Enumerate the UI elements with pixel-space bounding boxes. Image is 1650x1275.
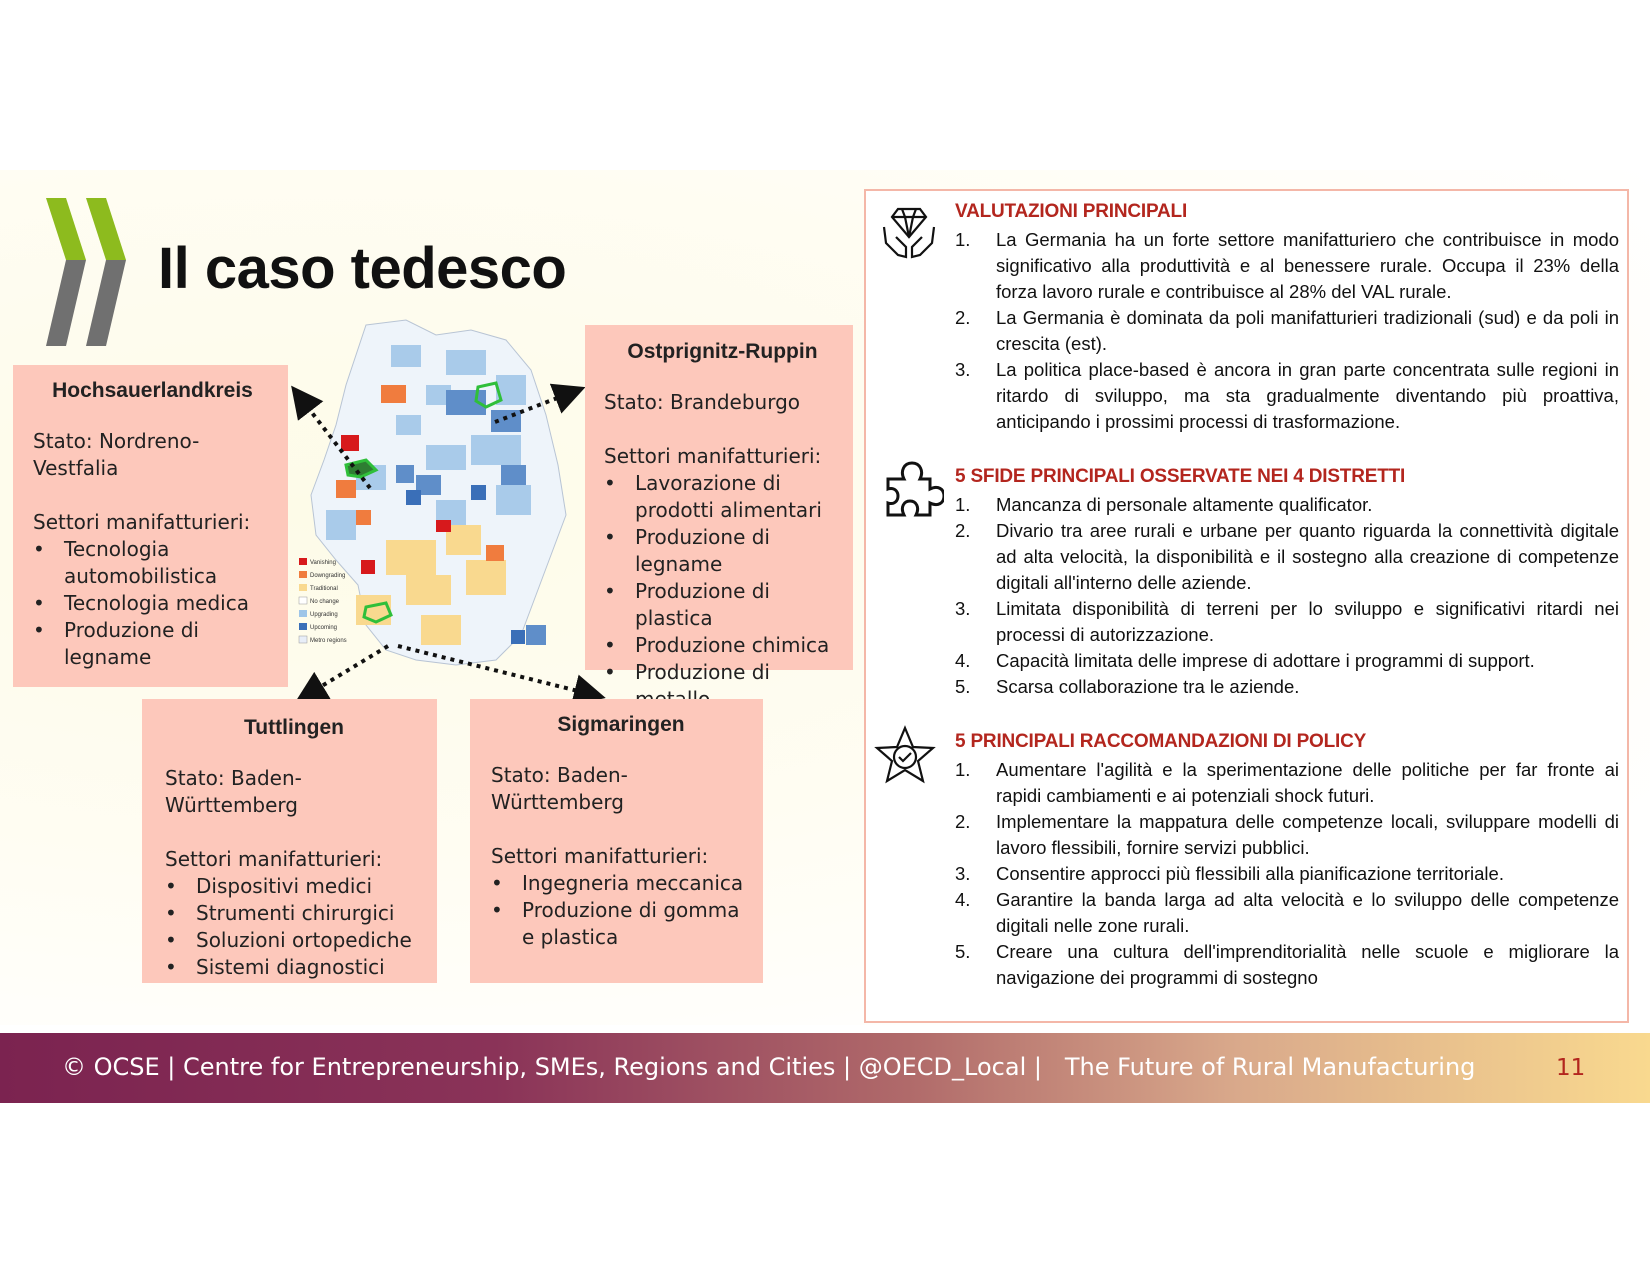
section-list [955, 757, 1619, 991]
diamond-hands-icon [878, 201, 940, 263]
district-box-hochsauerlandkreis [13, 365, 288, 687]
map-legend [299, 558, 347, 644]
district-name: Hochsauerlandkreis [52, 379, 253, 402]
sector-item: • Produzione di [604, 659, 841, 713]
district-name: Ostprignitz-Ruppin [627, 340, 818, 363]
sectors-list [33, 536, 272, 671]
sector-item: • Lavorazione di prodotti alimentari [604, 470, 841, 524]
sectors-list [165, 873, 423, 981]
sector-item: • Sistemi diagnostici [165, 954, 423, 981]
district-state: Stato: Brandeburgo [604, 390, 801, 414]
footer-text: © OCSE | Centre for Entrepreneurship, SMEs, Regions and Cities | @OECD_Local | The Future of Rural Manufacturing [62, 1053, 1476, 1081]
district-state: Stato: Baden-Württemberg [165, 766, 302, 817]
sectors-label: Settori manifatturieri: [604, 444, 822, 468]
sector-item: • Produzione di gomma e plastica [491, 897, 751, 951]
sector-item: • Dispositivi medici [165, 873, 423, 900]
sector-item: • Tecnologia automobilistica [33, 536, 272, 590]
page-number: 11 [1556, 1055, 1586, 1081]
section-title: 5 SFIDE PRINCIPALI OSSERVATE NEI 4 DISTRETTI [955, 466, 1406, 487]
sector-item: • Produzione di plastica [604, 578, 841, 632]
sectors-label: Settori manifatturieri: [165, 847, 383, 871]
sectors-list [604, 470, 841, 713]
list-item: 1. Mancanza di personale altamente qualificator. [955, 494, 1373, 515]
sectors-label: Settori manifatturieri: [33, 510, 251, 534]
legend-label: Metro regions [310, 638, 347, 644]
sector-item: • Produzione chimica [604, 632, 841, 659]
list-item: 2. Implementare la mappatura delle competenze locali, sviluppare modelli di lavoro flessibili, fornire servizi pubblici. [955, 811, 1619, 858]
district-box-sigmaringen [470, 699, 763, 983]
list-item: 1. La Germania ha un forte settore manifatturiero che contribuisce in modo significativo alla produttività e al benessere rurale. Occupa il 23% della forza lavoro rurale e contribuisce al 28% del VAL rurale. [955, 229, 1619, 302]
section-title: VALUTAZIONI PRINCIPALI [955, 201, 1188, 222]
star-badge-icon [874, 725, 936, 787]
legend-label: Upgrading [310, 612, 338, 618]
page-title: Il caso tedesco [158, 236, 567, 301]
sector-item: • Strumenti chirurgici [165, 900, 423, 927]
oecd-logo [40, 198, 130, 358]
district-box-ostprignitz-ruppin [585, 325, 853, 684]
sector-item: • Ingegneria meccanica [491, 870, 751, 897]
legend-label: Downgrading [310, 573, 346, 579]
list-item: 5. Creare una cultura dell'imprenditorialità nelle scuole e migliorare la navigazione dei programmi di sostegno [955, 941, 1619, 988]
sector-item: • Tecnologia medica [33, 590, 272, 617]
list-item: 4. Capacità limitata delle imprese di adottare i programmi di support. [955, 650, 1535, 671]
list-item: 2. Divario tra aree rurali e urbane per quanto riguarda la connettività digitale ad alta velocità, la disponibilità e il sostegno alla creazione di competenze digitali all'interno delle aziende. [955, 520, 1619, 593]
section-list [955, 227, 1619, 435]
list-item: 2. La Germania è dominata da poli manifatturieri tradizionali (sud) e da poli in crescita (est). [955, 307, 1619, 354]
sector-item: • Soluzioni ortopediche [165, 927, 423, 954]
list-item: 3. La politica place-based è ancora in gran parte concentrata sulle regioni in ritardo di sviluppo, ma sta gradualmente diventando più proattiva, anticipando i prossimi processi di trasformazione. [955, 359, 1619, 432]
district-state: Stato: Nordreno-Vestfalia [33, 429, 200, 480]
puzzle-icon [882, 459, 944, 521]
legend-label: Upcoming [310, 625, 338, 631]
sector-item: • Produzione di legname [33, 617, 272, 671]
sectors-list [491, 870, 751, 951]
list-item: 3. Limitata disponibilità di terreni per lo sviluppo e significativi ritardi nei processi di autorizzazione. [955, 598, 1619, 645]
germany-map [296, 315, 586, 675]
findings-panel [864, 189, 1629, 1023]
legend-label: Vanishing [310, 560, 336, 566]
list-item: 4. Garantire la banda larga ad alta velocità e lo sviluppo delle competenze digitali nelle zone rurali. [955, 889, 1619, 936]
sector-item: • Produzione di legname [604, 524, 841, 578]
section-list [955, 492, 1619, 700]
list-item: 1. Aumentare l'agilità e la sperimentazione delle politiche per far fronte ai rapidi cambiamenti e ai potenziali shock futuri. [955, 759, 1619, 806]
district-box-tuttlingen [142, 699, 437, 983]
section-title: 5 PRINCIPALI RACCOMANDAZIONI DI POLICY [955, 731, 1367, 752]
district-name: Tuttlingen [244, 716, 344, 739]
legend-label: No change [310, 599, 340, 605]
footer-bar [0, 1033, 1650, 1103]
sectors-label: Settori manifatturieri: [491, 844, 709, 868]
list-item: 5. Scarsa collaborazione tra le aziende. [955, 676, 1300, 697]
legend-label: Traditional [310, 586, 338, 592]
list-item: 3. Consentire approcci più flessibili alla pianificazione territoriale. [955, 863, 1504, 884]
district-state: Stato: Baden-Württemberg [491, 763, 628, 814]
district-name: Sigmaringen [557, 713, 685, 736]
